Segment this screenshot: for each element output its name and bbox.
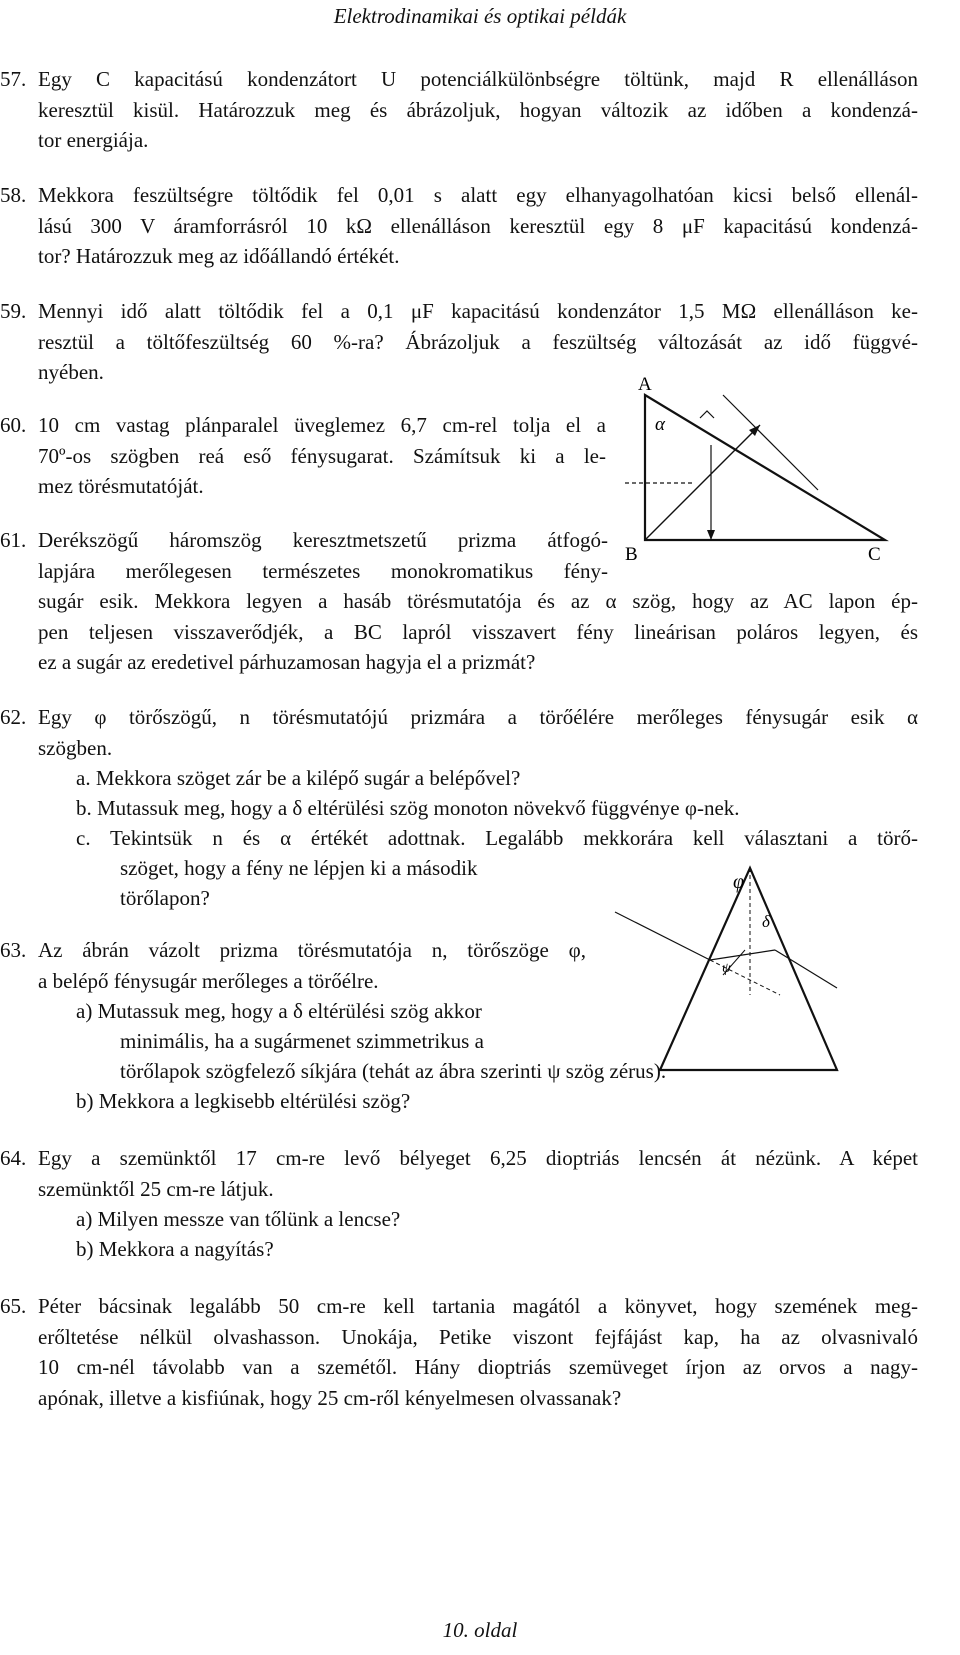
problem-text: tor? Határozzuk meg az időállandó értékét. xyxy=(38,244,400,268)
problem-text: szemünktől 25 cm-re látjuk. xyxy=(38,1176,274,1201)
problem-text: c. Tekintsük n és α értékét adottnak. Legalább mekkorára kell választani a törő- xyxy=(76,826,918,850)
problem-text: tor energiája. xyxy=(38,128,149,152)
problem-58 xyxy=(0,180,918,272)
label-phi: φ xyxy=(733,871,745,893)
label-alpha: α xyxy=(655,414,665,435)
problem-text: lású 300 V áramforrásról 10 kΩ ellenálláson keresztül egy 8 μF kapacitású kondenzá- xyxy=(38,213,918,238)
problem-text: Péter bácsinak legalább 50 cm-re kell tartania magától a könyvet, hogy szemének meg- xyxy=(38,1294,918,1318)
problem-62 xyxy=(0,702,918,763)
page-footer: 10. oldal xyxy=(442,1618,518,1642)
label-c: C xyxy=(868,544,881,565)
right-angle-mark xyxy=(700,411,714,418)
prism-triangle xyxy=(660,868,837,1070)
label-b: B xyxy=(625,544,638,565)
arrow-head xyxy=(707,530,715,540)
problem-number: 61. xyxy=(0,528,27,552)
problem-text: a belépő fénysugár merőleges a törőélre. xyxy=(38,968,379,993)
problem-number: 59. xyxy=(0,299,27,323)
problem-65 xyxy=(0,1291,918,1413)
label-delta: δ xyxy=(762,912,770,931)
problem-text: Mennyi idő alatt töltődik fel a 0,1 μF kapacitású kondenzátor 1,5 MΩ ellenálláson ke- xyxy=(38,299,918,323)
label-psi: ψ xyxy=(722,961,731,976)
extended-ray xyxy=(710,960,780,995)
problem-64-a: a) Milyen messze van tőlünk a lencse? xyxy=(76,1207,401,1231)
ray-out xyxy=(775,950,837,988)
problem-63-a2: minimális, ha a sugármenet szimmetrikus a xyxy=(120,1029,484,1053)
problem-number: 62. xyxy=(0,705,27,729)
problem-number: 58. xyxy=(0,183,27,207)
problem-text: 10 cm-nél távolabb van a szemétől. Hány dioptriás szemüveget írjon az orvos a nagy- xyxy=(38,1355,918,1379)
problem-text: pen teljesen visszaverődjék, a BC lapról visszavert fény lineárisan poláros legyen, és xyxy=(38,619,918,644)
ray-in xyxy=(615,912,710,960)
problem-63-a3: törőlapok szögfelező síkjára (tehát az ábra szerinti ψ szög zérus). xyxy=(120,1059,667,1083)
right-triangle xyxy=(645,395,885,540)
problem-text: szögben. xyxy=(38,735,113,760)
problem-62-c2: szöget, hogy a fény ne lépjen ki a második xyxy=(120,856,478,880)
problem-57 xyxy=(0,64,918,156)
problem-text: 70º-os szögben reá eső fénysugarat. Számítsuk ki a le- xyxy=(38,443,606,468)
problem-text: resztül a töltőfeszültség 60 %-ra? Ábrázoljuk a feszültség változását az idő függvé- xyxy=(38,329,918,354)
problem-text: Egy a szemünktől 17 cm-re levő bélyeget 6,25 dioptriás lencsén át nézünk. A képet xyxy=(38,1146,918,1170)
problem-number: 57. xyxy=(0,67,27,91)
label-a: A xyxy=(638,374,652,395)
problem-62-a: a. Mekkora szöget zár be a kilépő sugár a belépővel? xyxy=(76,766,521,790)
problem-text: ez a sugár az eredetivel párhuzamosan hagyja el a prizmát? xyxy=(38,650,536,674)
page-header: Elektrodinamikai és optikai példák xyxy=(333,4,627,28)
problem-text: Mekkora feszültségre töltődik fel 0,01 s alatt egy elhanyagolhatóan kicsi belső ellenál- xyxy=(38,183,918,207)
problem-64 xyxy=(0,1143,918,1204)
problem-text: erőltetése nélkül olvashasson. Unokája, Petike viszont fejfájást kap, ha az olvasnivaló xyxy=(38,1324,918,1349)
figure-61-prism xyxy=(600,350,920,590)
problem-text: 10 cm vastag plánparalel üveglemez 6,7 cm-rel tolja el a xyxy=(38,413,606,437)
problem-64-b: b) Mekkora a nagyítás? xyxy=(76,1237,274,1261)
problem-63 xyxy=(0,935,586,996)
problem-text: mez törésmutatóját. xyxy=(38,474,204,498)
problem-text: sugár esik. Mekkora legyen a hasáb törésmutatója és az α szög, hogy az AC lapon ép- xyxy=(38,589,918,613)
figure-63-prism xyxy=(605,840,845,1090)
problem-62-c3: törőlapon? xyxy=(120,886,210,910)
problem-text: lapjára merőlegesen természetes monokromatikus fény- xyxy=(38,558,608,583)
problem-text: Az ábrán vázolt prizma törésmutatója n, törőszöge φ, xyxy=(38,938,586,962)
problem-text: nyében. xyxy=(38,360,104,384)
ray-incident xyxy=(723,395,818,490)
problem-text: Derékszögű háromszög keresztmetszetű prizma átfogó- xyxy=(38,528,608,552)
problem-number: 63. xyxy=(0,938,27,962)
problem-number: 60. xyxy=(0,413,27,437)
problem-text: Egy φ törőszögű, n törésmutatójú prizmára a törőélére merőleges fénysugár esik α xyxy=(38,705,918,729)
ray-inside xyxy=(710,950,775,960)
problem-number: 64. xyxy=(0,1146,27,1170)
problem-63-b: b) Mekkora a legkisebb eltérülési szög? xyxy=(76,1089,411,1113)
problem-62-b: b. Mutassuk meg, hogy a δ eltérülési szög monoton növekvő függvénye φ-nek. xyxy=(76,796,740,820)
problem-63-a1: a) Mutassuk meg, hogy a δ eltérülési szög akkor xyxy=(76,999,482,1023)
problem-text: Egy C kapacitású kondenzátort U potenciálkülönbségre töltünk, majd R ellenálláson xyxy=(38,67,918,91)
problem-text: keresztül kisül. Határozzuk meg és ábrázoljuk, hogyan változik az időben a kondenzá- xyxy=(38,97,918,122)
problem-60 xyxy=(0,410,606,502)
problem-number: 65. xyxy=(0,1294,27,1318)
problem-text: apónak, illetve a kisfiúnak, hogy 25 cm-ről kényelmesen olvassanak? xyxy=(38,1385,622,1410)
